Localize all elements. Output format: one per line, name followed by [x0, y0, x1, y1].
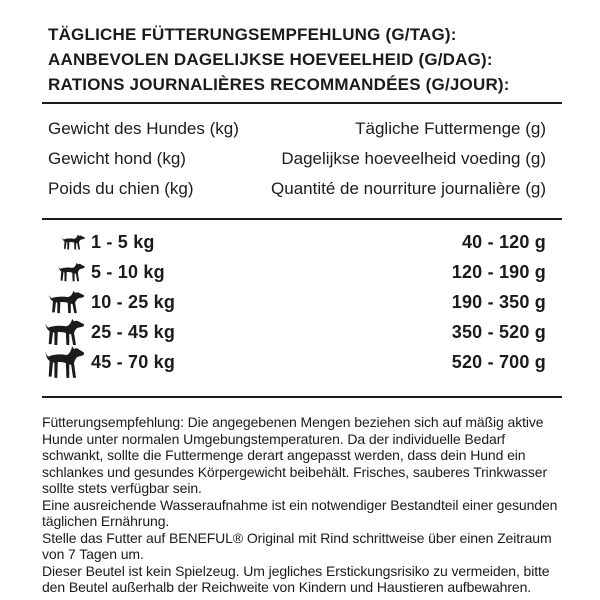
weight-range: 5 - 10 kg	[91, 261, 165, 282]
feeding-notes	[42, 398, 564, 596]
weight-range: 45 - 70 kg	[91, 351, 176, 372]
table-row	[42, 257, 562, 287]
dog-silhouette-medium-icon	[42, 290, 86, 314]
amount-column-label: Quantité de nourriture journalière (g)	[271, 179, 546, 198]
column-headers	[42, 104, 562, 213]
weight-column-label: Gewicht hond (kg)	[48, 149, 186, 168]
note-feeding-recommendation: Fütterungsempfehlung: Die angegebenen Mengen beziehen sich auf mäßig aktive Hunde unter normalen Umgebungstemperaturen. Da der individuelle Bedarf schwankt, sollte die Futtermenge derart angepasst werden, dass dein Hund ein schlankes und gesundes Körpergewicht beibehält. Frisches, sauberes Trinkwasser sollte stets verfügbar sein.	[42, 414, 548, 496]
dog-silhouette-large-icon	[42, 318, 86, 346]
table-row	[42, 317, 562, 347]
weight-range: 10 - 25 kg	[91, 291, 176, 312]
table-row	[42, 227, 562, 257]
note-safety-warning: Dieser Beutel ist kein Spielzeug. Um jegliches Erstickungsrisiko zu vermeiden, bitte den Beutel außerhalb der Reichweite von Kindern und Haustieren aufbewahren.	[42, 562, 550, 595]
dog-silhouette-xlarge-icon	[42, 345, 86, 379]
column-header-row-german	[42, 114, 562, 144]
weight-column-label: Poids du chien (kg)	[48, 179, 194, 198]
weight-range: 25 - 45 kg	[91, 321, 176, 342]
table-row	[42, 287, 562, 317]
dog-silhouette-small-icon	[42, 262, 86, 282]
column-header-row-dutch	[42, 144, 562, 174]
title-line-dutch: AANBEVOLEN DAGELIJKSE HOEVEELHEID (G/DAG):	[48, 50, 493, 69]
dog-silhouette-xsmall-icon	[42, 234, 86, 250]
food-range: 520 - 700 g	[451, 351, 546, 372]
table-row	[42, 347, 562, 377]
page-title	[42, 22, 562, 97]
feeding-table	[42, 220, 562, 391]
title-line-german: TÄGLICHE FÜTTERUNGSEMPFEHLUNG (G/TAG):	[48, 25, 457, 44]
amount-column-label: Dagelijkse hoeveelheid voeding (g)	[281, 149, 546, 168]
food-range: 120 - 190 g	[451, 261, 546, 282]
food-range: 190 - 350 g	[451, 291, 546, 312]
food-range: 350 - 520 g	[451, 321, 546, 342]
weight-column-label: Gewicht des Hundes (kg)	[48, 119, 239, 138]
title-line-french: RATIONS JOURNALIÈRES RECOMMANDÉES (G/JOUR):	[48, 75, 510, 94]
column-header-row-french	[42, 174, 562, 204]
food-range: 40 - 120 g	[461, 231, 546, 252]
weight-range: 1 - 5 kg	[91, 231, 155, 252]
amount-column-label: Tägliche Futtermenge (g)	[355, 119, 546, 138]
note-water-intake: Eine ausreichende Wasseraufnahme ist ein notwendiger Bestandteil einer gesunden täglichen Ernährung.	[42, 496, 558, 529]
note-transition: Stelle das Futter auf BENEFUL® Original mit Rind schrittweise über einen Zeitraum von 7 Tagen um.	[42, 529, 552, 562]
